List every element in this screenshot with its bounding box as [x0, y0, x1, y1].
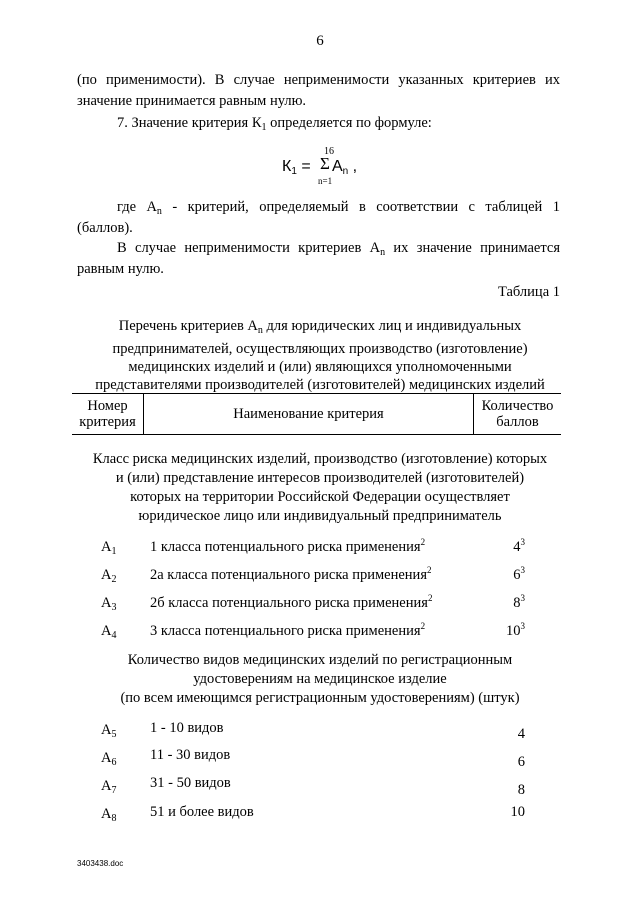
table-title-line1: Перечень критериев $А_n$ для юридических лиц и индивидуальных — [118, 318, 522, 336]
row-a6-value: 6 — [517, 754, 525, 770]
row-a4-code: $А_4$ — [101, 623, 117, 641]
header-points: Количество баллов — [481, 398, 554, 430]
row-a8-name: 51 и более видов — [150, 804, 254, 820]
table-header-bottom-border — [72, 434, 561, 435]
para2-pre: 7. Значение критерия К — [117, 115, 262, 131]
para2 — [77, 113, 560, 138]
row-a5-name: 1 - 10 видов — [150, 720, 224, 736]
formula-sigma: Σ — [320, 154, 330, 173]
table-title — [60, 317, 580, 394]
row-a2-code: $А_2$ — [101, 567, 117, 585]
para1-line2: значение принимается равным нулю. — [77, 93, 307, 109]
page-number: 6 — [316, 33, 324, 49]
para1-line1: (по применимости). В случае неприменимости указанных критериев их — [77, 72, 560, 88]
para3-line2: (баллов). — [77, 220, 133, 236]
row-a8-code: $А_8$ — [101, 806, 117, 824]
para2-sub: 1 — [261, 122, 267, 133]
header-number: Номер критерия — [79, 398, 136, 430]
row-a5-code: $А_5$ — [101, 722, 117, 740]
row-a1-name: 1 класса потенциального риска применения$^2$ — [150, 537, 426, 555]
row-a3-value: $8^3$ — [513, 593, 525, 611]
row-a1-value: $4^3$ — [513, 537, 525, 555]
para4-line1: В случае неприменимости критериев $А_n$ их значение принимается — [117, 240, 560, 258]
para2-post: определяется по формуле: — [266, 115, 432, 131]
para3-line1: где $А_n$ - критерий, определяемый в соответствии с таблицей 1 — [117, 199, 560, 217]
table-top-border — [72, 393, 561, 394]
formula-upper-limit: 16 — [324, 146, 334, 157]
row-a7-value: 8 — [517, 782, 525, 798]
row-a5-value: 4 — [517, 726, 525, 742]
row-a7-name: 31 - 50 видов — [150, 775, 231, 791]
formula — [282, 146, 402, 186]
row-a6-name: 11 - 30 видов — [150, 747, 231, 763]
table-title-line2: предпринимателей, осуществляющих производство (изготовление) — [112, 341, 528, 357]
row-a3-name: 2б класса потенциального риска применения$^2$ — [150, 593, 433, 611]
para4-line2: равным нулю. — [77, 261, 164, 277]
header-name: Наименование критерия — [233, 406, 384, 422]
row-a7-code: $А_7$ — [101, 778, 117, 796]
row-a4-value: $10^3$ — [506, 621, 525, 639]
section2-heading: Количество видов медицинских изделий по регистрационным удостоверениям на медицинское изделие (по всем имеющимся регистрационным удостоверениям) (штук) — [120, 652, 520, 706]
row-a2-name: 2а класса потенциального риска применения$^2$ — [150, 565, 432, 583]
table-title-line4: представителями производителей (изготовителей) медицинских изделий — [95, 377, 545, 393]
row-a6-code: $А_6$ — [101, 750, 117, 768]
row-a4-name: 3 класса потенциального риска применения$^2$ — [150, 621, 426, 639]
row-a2-value: $6^3$ — [513, 565, 525, 583]
section1-heading: Класс риска медицинских изделий, производство (изготовление) которых и (или) представление интересов производителей (изготовителей) которых на территории Российской Федерации осуществляет юридическое лицо или индивидуальный предприниматель — [92, 451, 548, 524]
row-a1-code: $А_1$ — [101, 539, 117, 557]
formula-lower-limit: n=1 — [318, 176, 333, 186]
formula-term: $А_n$ , — [332, 158, 358, 177]
row-a3-code: $А_3$ — [101, 595, 117, 613]
footer-filename: 3403438.doc — [77, 859, 124, 868]
table-title-line3: медицинских изделий и (или) являющихся уполномоченными — [128, 359, 512, 375]
table-label: Таблица 1 — [497, 284, 560, 300]
row-a8-value: 10 — [510, 804, 525, 820]
formula-lhs: $К_1$ = — [282, 158, 311, 177]
